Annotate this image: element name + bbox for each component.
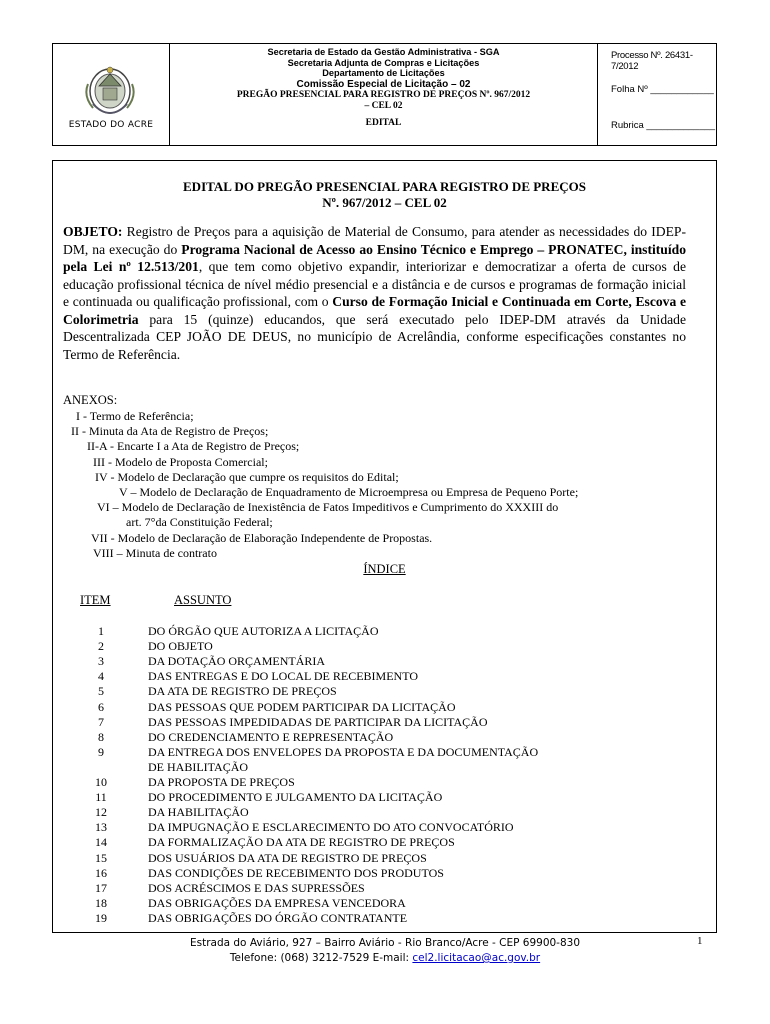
item-subject: DA IMPUGNAÇÃO E ESCLARECIMENTO DO ATO CONVOCATÓRIO bbox=[148, 820, 514, 835]
rubrica-field: Rubrica _____________ bbox=[611, 120, 716, 131]
objeto-curso: Curso de Formação Inicial e Continuada em Corte, Escova e Colorimetria bbox=[63, 294, 686, 327]
anexo-item: III - Modelo de Proposta Comercial; bbox=[93, 455, 268, 469]
objeto-programa: Programa Nacional de Acesso ao Ensino Técnico e Emprego – PRONATEC, instituído pela Lei nº 12.513/201 bbox=[63, 241, 686, 274]
header-secretaria: Secretaria de Estado da Gestão Administrativa - SGA bbox=[267, 47, 500, 57]
anexo-item: art. 7°da Constituição Federal; bbox=[126, 515, 273, 529]
footer-address: Estrada do Aviário, 927 – Bairro Aviário - Rio Branco/Acre - CEP 69900-830 bbox=[189, 937, 581, 949]
page-footer bbox=[0, 936, 770, 966]
item-subject: DAS PESSOAS IMPEDIDADAS DE PARTICIPAR DA LICITAÇÃO bbox=[148, 714, 488, 729]
anexo-item: IV - Modelo de Declaração que cumpre os requisitos do Edital; bbox=[95, 470, 399, 484]
objeto-text-1: Registro de Preços para a aquisição de Material de Consumo, para atender as necessidades do IDEP-DM, na execução do bbox=[63, 224, 686, 257]
anexo-item: II-A - Encarte I a Ata de Registro de Preços; bbox=[87, 439, 300, 453]
letterhead bbox=[52, 43, 717, 146]
anexo-item: VIII – Minuta de contrato bbox=[93, 546, 217, 560]
item-number: 6 bbox=[98, 699, 104, 714]
item-subject: DA ATA DE REGISTRO DE PREÇOS bbox=[148, 684, 337, 699]
header-edital: EDITAL bbox=[365, 117, 402, 128]
objeto-label: OBJETO: bbox=[63, 224, 123, 239]
col-assunto-header: ASSUNTO bbox=[174, 593, 232, 607]
item-subject: DO CREDENCIAMENTO E REPRESENTAÇÃO bbox=[148, 729, 394, 744]
item-number: 1 bbox=[98, 624, 104, 638]
page-subtitle: Nº. 967/2012 – CEL 02 bbox=[322, 195, 447, 210]
header-secretaria-adjunta: Secretaria Adjunta de Compras e Licitações bbox=[287, 57, 480, 68]
item-subject: DOS USUÁRIOS DA ATA DE REGISTRO DE PREÇOS bbox=[148, 850, 427, 865]
item-number: 14 bbox=[95, 835, 107, 850]
footer-phone: Telefone: (068) 3212-7529 E-mail: bbox=[229, 952, 413, 964]
logo-cell bbox=[53, 44, 170, 145]
item-number: 17 bbox=[95, 880, 107, 895]
item-subject: DA DOTAÇÃO ORÇAMENTÁRIA bbox=[148, 654, 326, 669]
anexo-item: I - Termo de Referência; bbox=[76, 409, 194, 423]
item-subject: DO OBJETO bbox=[148, 639, 213, 654]
item-number: 9 bbox=[98, 744, 104, 759]
item-subject: DAS PESSOAS QUE PODEM PARTICIPAR DA LICITAÇÃO bbox=[148, 699, 456, 714]
item-subject: DAS CONDIÇÕES DE RECEBIMENTO DOS PRODUTOS bbox=[148, 865, 444, 880]
item-subject: DA ENTREGA DOS ENVELOPES DA PROPOSTA E DA DOCUMENTAÇÃO bbox=[148, 744, 539, 759]
item-subject: DA HABILITAÇÃO bbox=[148, 805, 249, 820]
item-subject: DAS OBRIGAÇÕES DO ÓRGÃO CONTRATANTE bbox=[148, 910, 408, 925]
anexo-item: II - Minuta da Ata de Registro de Preços; bbox=[71, 424, 269, 438]
item-number: 2 bbox=[98, 639, 104, 654]
indice-heading: ÍNDICE bbox=[363, 562, 406, 576]
item-subject: DO ÓRGÃO QUE AUTORIZA A LICITAÇÃO bbox=[148, 624, 379, 638]
item-subject: DAS ENTREGAS E DO LOCAL DE RECEBIMENTO bbox=[148, 669, 418, 684]
objeto-text-3: para 15 (quinze) educandos, que será executado pelo IDEP-DM através da Unidade Descentralizada CEP JOÃO DE DEUS, no município de Acrelândia, conforme especificações constantes no Termo de Referência. bbox=[63, 311, 686, 362]
anexo-item: VII - Modelo de Declaração de Elaboração Independente de Propostas. bbox=[91, 531, 433, 545]
anexo-item: V – Modelo de Declaração de Enquadramento de Microempresa ou Empresa de Pequeno Porte; bbox=[119, 485, 579, 499]
header-pregao: PREGÃO PRESENCIAL PARA REGISTRO DE PREÇOS Nº. 967/2012 bbox=[236, 89, 531, 100]
objeto-text-2: , que tem como objetivo expandir, interiorizar e democratizar a oferta de cursos de educação profissional técnica de nível médio presencial e a distância e de cursos e programas de formação inicial e continuada ou qualificação profissional, com o bbox=[63, 259, 686, 309]
folha-field: Folha Nº ____________ bbox=[611, 84, 714, 95]
anexos-heading: ANEXOS: bbox=[63, 393, 118, 407]
col-item-header: ITEM bbox=[80, 593, 111, 607]
item-number: 16 bbox=[95, 865, 107, 880]
item-subject: DO PROCEDIMENTO E JULGAMENTO DA LICITAÇÃO bbox=[148, 790, 443, 805]
header-comissao: Comissão Especial de Licitação – 02 bbox=[296, 78, 471, 90]
item-subject: DE HABILITAÇÃO bbox=[148, 759, 249, 774]
page-title: EDITAL DO PREGÃO PRESENCIAL PARA REGISTRO DE PREÇOS bbox=[183, 179, 586, 194]
item-number: 10 bbox=[95, 775, 107, 789]
processo-number: Processo Nº. 26431-7/2012 bbox=[611, 50, 693, 72]
footer-email-link[interactable]: cel2.licitacao@ac.gov.br bbox=[412, 952, 541, 964]
item-subject: DAS OBRIGAÇÕES DA EMPRESA VENCEDORA bbox=[148, 895, 406, 910]
item-subject: DOS ACRÉSCIMOS E DAS SUPRESSÕES bbox=[148, 880, 365, 895]
item-number: 4 bbox=[98, 669, 104, 684]
anexo-item: VI – Modelo de Declaração de Inexistência de Fatos Impeditivos e Cumprimento do XXXIII do bbox=[97, 500, 559, 514]
item-number: 13 bbox=[95, 820, 107, 835]
objeto-paragraph bbox=[63, 223, 686, 363]
footer-contact bbox=[0, 951, 770, 966]
state-name: ESTADO DO ACRE bbox=[68, 120, 154, 130]
state-seal-icon bbox=[85, 64, 135, 122]
item-number: 18 bbox=[95, 895, 107, 910]
item-number: 15 bbox=[95, 850, 107, 865]
item-subject: DA PROPOSTA DE PREÇOS bbox=[148, 775, 295, 789]
item-number: 19 bbox=[95, 910, 107, 925]
item-subject: DA FORMALIZAÇÃO DA ATA DE REGISTRO DE PREÇOS bbox=[148, 835, 455, 850]
item-number: 11 bbox=[95, 790, 107, 805]
header-cel: – CEL 02 bbox=[364, 100, 403, 111]
edital-body bbox=[52, 160, 717, 933]
header-right bbox=[598, 44, 716, 145]
item-number: 5 bbox=[98, 684, 104, 699]
header-center bbox=[170, 44, 598, 145]
item-number: 8 bbox=[98, 729, 104, 744]
item-number: 12 bbox=[95, 805, 107, 820]
page-number: 1 bbox=[697, 935, 703, 947]
item-number: 3 bbox=[98, 654, 104, 669]
item-number: 7 bbox=[98, 714, 104, 729]
header-departamento: Departamento de Licitações bbox=[322, 68, 445, 78]
